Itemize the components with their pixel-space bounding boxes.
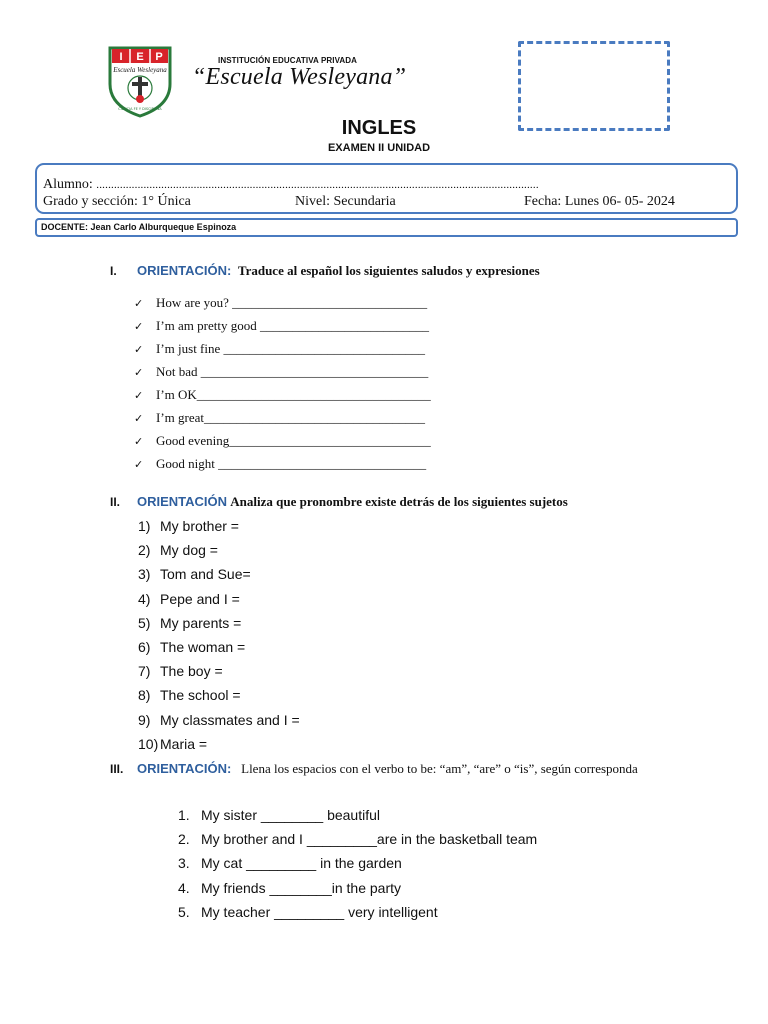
school-crest [108,44,172,118]
section-3-item [178,831,537,847]
exam-title: EXAMEN II UNIDAD [327,142,431,154]
section-1-item-text[interactable]: I’m OK____________________________________ [156,387,431,402]
check-icon: ✓ [134,389,144,402]
fecha-text: Fecha: Lunes 06- 05- 2024 [524,194,675,209]
crest-letter-3: P [155,51,163,63]
crest-letter-2: E [136,51,144,63]
section-2-item-number: 6) [138,639,151,655]
section-2-item-text[interactable]: The woman = [160,639,246,655]
section-2-item-text[interactable]: Maria = [160,735,208,752]
section-2-item [138,736,207,752]
section-3-item-text[interactable]: My sister ________ beautiful [201,807,380,823]
section-1-item-text[interactable]: Good evening_______________________________ [156,433,431,448]
section-2-instruction: Analiza que pronombre existe detrás de los siguientes sujetos [230,494,568,509]
section-3-item [178,855,402,871]
crest-text: Escuela Wesleyana [113,66,167,74]
section-1-number: I. [110,264,117,278]
section-3-item-text[interactable]: My brother and I _________are in the basketball team [201,831,538,848]
alumno-line [43,177,539,193]
section-3-item [178,904,438,920]
student-info-box [35,163,738,214]
docente-box: DOCENTE: Jean Carlo Alburqueque Espinoza [35,218,738,237]
section-3-orientation: ORIENTACIÓN: [137,761,232,776]
section-2-item-text[interactable]: The school = [160,687,241,704]
section-2-item [138,591,240,607]
section-2-item-text[interactable]: My parents = [160,614,242,631]
section-1-item-text[interactable]: Good night ________________________________ [156,456,427,471]
section-3-instruction: Llena los espacios con el verbo to be: “am”, “are” o “is”, según corresponda [241,761,638,776]
section-3-item-number: 3. [178,855,190,872]
section-2-item-text[interactable]: Pepe and I = [160,590,240,607]
section-1-item [134,295,427,311]
section-2-item-text[interactable]: My dog = [160,542,218,559]
section-1-item [134,341,425,357]
section-2-heading [110,494,568,510]
section-2-orientation: ORIENTACIÓN [137,494,228,509]
section-2-item-text[interactable]: My brother = [160,518,239,534]
subject-title: INGLES [341,117,417,139]
school-name: “Escuela Wesleyana” [192,64,407,90]
institution-label: INSTITUCIÓN EDUCATIVA PRIVADA [218,56,358,65]
section-3-item-number: 2. [178,831,190,848]
section-2-item-text[interactable]: The boy = [160,663,223,680]
check-icon: ✓ [134,435,144,448]
section-2-number: II. [110,495,121,509]
section-1-item [134,387,431,403]
section-1-instruction: Traduce al español los siguientes saludos y expresiones [237,263,540,278]
section-2-item-number: 1) [138,518,151,534]
section-2-item [138,663,223,679]
crest-letter-1: I [119,51,123,63]
section-3-item-text[interactable]: My teacher _________ very intelligent [201,903,438,920]
section-3-item-number: 1. [178,807,190,823]
check-icon: ✓ [134,412,144,425]
section-2-item [138,566,251,582]
section-1-item [134,364,428,380]
section-1-item [134,410,425,426]
section-1-item [134,433,431,449]
section-3-item [178,807,380,823]
section-2-item-number: 10) [138,735,159,752]
section-2-item [138,712,300,728]
section-1-item [134,318,429,334]
section-3-heading [137,761,658,777]
section-2-item [138,687,241,703]
section-1-item [134,456,426,472]
section-2-item-number: 9) [138,711,151,728]
check-icon: ✓ [134,343,144,356]
section-2-item-text[interactable]: My classmates and I = [160,711,300,728]
section-1-item-text[interactable]: I’m just fine _______________________________ [156,341,426,356]
check-icon: ✓ [134,366,144,379]
grado-text: Grado y sección: 1° Única [43,194,191,209]
section-2-item-number: 7) [138,663,151,680]
section-1-item-text[interactable]: Not bad ___________________________________ [156,364,429,379]
section-3-item-number: 4. [178,879,190,896]
section-2-item-number: 2) [138,542,151,559]
section-2-item [138,518,239,534]
section-1-item-text[interactable]: I’m am pretty good __________________________ [156,318,429,333]
section-2-item-number: 5) [138,614,151,631]
check-icon: ✓ [134,458,144,471]
check-icon: ✓ [134,297,144,310]
section-1-item-text[interactable]: How are you? ______________________________ [156,295,428,310]
section-3-item [178,880,401,896]
section-1-orientation: ORIENTACIÓN: [137,263,232,278]
nivel-text: Nivel: Secundaria [295,194,396,209]
section-1-heading [110,263,540,279]
section-2-item [138,615,241,631]
section-3-item-text[interactable]: My friends ________in the party [201,879,402,896]
check-icon: ✓ [134,320,144,333]
crest-motto: CIENCIA FE Y DISCIPLINA [118,107,162,111]
section-3-item-text[interactable]: My cat _________ in the garden [201,855,402,872]
section-3-number: III. [110,762,124,776]
section-3-item-number: 5. [178,903,190,920]
alumno-label: Alumno: [43,177,93,192]
alumno-field[interactable]: ...................................................................................................................................................... [96,179,539,191]
section-2-item-text[interactable]: Tom and Sue= [160,566,251,583]
section-2-item-number: 3) [138,566,151,583]
section-2-item [138,639,245,655]
section-2-item [138,542,218,558]
section-2-item-number: 8) [138,687,151,704]
section-2-item-number: 4) [138,590,151,607]
section-1-item-text[interactable]: I’m great__________________________________ [156,410,426,425]
